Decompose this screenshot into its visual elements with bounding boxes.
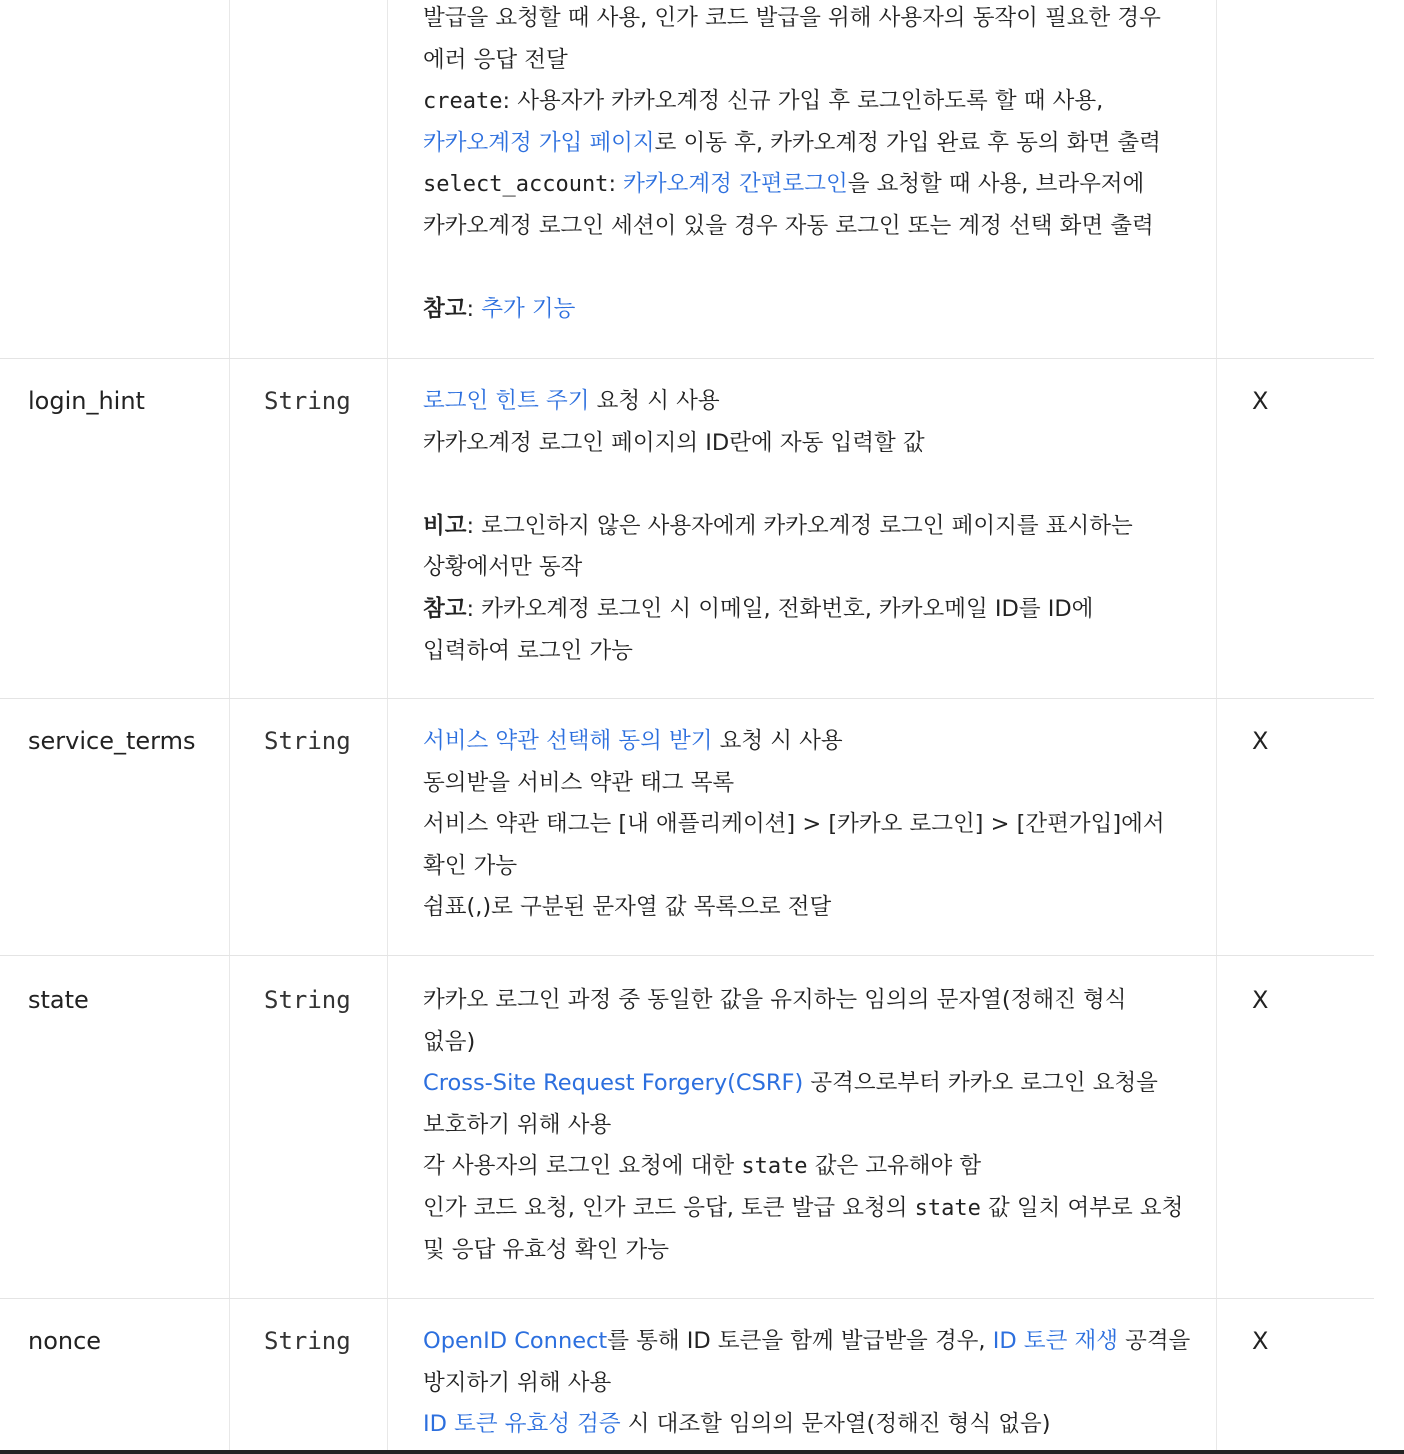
description-line	[423, 631, 1203, 673]
description-cell	[423, 1321, 1203, 1446]
description-line	[423, 547, 1203, 589]
description-line	[423, 164, 1203, 206]
text-segment: 각 사용자의 로그인 요청에 대한	[423, 1153, 742, 1180]
description-line	[423, 1063, 1203, 1105]
description-line	[423, 0, 1203, 40]
description-line	[423, 887, 1203, 929]
text-segment: 확인 가능	[423, 852, 518, 879]
description-line	[423, 1022, 1203, 1064]
description-line	[423, 1321, 1203, 1363]
table-row	[0, 0, 1374, 359]
text-segment: :	[466, 296, 482, 323]
parameter-type: String	[264, 1327, 351, 1355]
description-line	[423, 804, 1203, 846]
parameter-name: login_hint	[28, 387, 145, 415]
parameter-name: nonce	[28, 1327, 102, 1355]
note-label: 참고	[423, 595, 467, 622]
description-cell	[423, 0, 1203, 331]
parameter-name: service_terms	[28, 727, 196, 755]
text-segment: 을 요청할 때 사용, 브라우저에	[847, 171, 1145, 198]
text-segment: 발급을 요청할 때 사용, 인가 코드 발급을 위해 사용자의 동작이 필요한 경우	[423, 5, 1161, 31]
text-segment: : 로그인하지 않은 사용자에게 카카오계정 로그인 페이지를 표시하는	[466, 512, 1133, 539]
table-row	[0, 1299, 1374, 1454]
description-line	[423, 1188, 1203, 1230]
text-segment: 상황에서만 동작	[423, 554, 583, 581]
text-segment: 값은 고유해야 함	[807, 1153, 982, 1180]
description-line	[423, 206, 1203, 248]
parameter-type: String	[264, 986, 351, 1014]
description-cell	[423, 381, 1203, 672]
note-label: 비고	[423, 512, 467, 539]
text-segment: 없음)	[423, 1028, 476, 1055]
doc-link[interactable]: 추가 기능	[481, 296, 576, 323]
doc-link[interactable]: Cross-Site Request Forgery(CSRF)	[423, 1070, 804, 1097]
description-line	[423, 763, 1203, 805]
bottom-edge	[0, 1450, 1404, 1454]
text-segment: 카카오계정 로그인 세션이 있을 경우 자동 로그인 또는 계정 선택 화면 출력	[423, 212, 1154, 239]
text-segment: 카카오계정 로그인 페이지의 ID란에 자동 입력할 값	[423, 429, 925, 456]
description-line	[423, 289, 1203, 331]
doc-link[interactable]: 카카오계정 가입 페이지	[423, 129, 655, 156]
description-cell	[423, 980, 1203, 1271]
doc-link[interactable]: 서비스 약관 선택해 동의 받기	[423, 728, 713, 754]
text-segment: : 사용자가 카카오계정 신규 가입 후 로그인하도록 할 때 사용,	[502, 88, 1104, 115]
text-segment: 시 대조할 임의의 문자열(정해진 형식 없음)	[620, 1411, 1051, 1438]
description-line	[423, 1404, 1203, 1446]
description-line	[423, 589, 1203, 631]
text-segment: 요청 시 사용	[712, 728, 843, 754]
text-segment: 입력하여 로그인 가능	[423, 637, 633, 664]
text-segment: : 카카오계정 로그인 시 이메일, 전화번호, 카카오메일 ID를 ID에	[466, 595, 1094, 622]
blank-line	[423, 248, 1203, 290]
parameter-type: String	[264, 387, 351, 415]
description-line	[423, 423, 1203, 465]
description-line	[423, 1230, 1203, 1272]
text-segment: 쉼표(,)로 구분된 문자열 값 목록으로 전달	[423, 894, 832, 921]
inline-code: state	[914, 1195, 981, 1221]
required-flag: X	[1252, 1327, 1269, 1355]
doc-link[interactable]: 카카오계정 간편로그인	[623, 171, 848, 198]
note-label: 참고	[423, 296, 467, 323]
doc-link[interactable]: ID 토큰 유효성 검증	[423, 1411, 621, 1438]
required-flag: X	[1252, 986, 1269, 1014]
text-segment: 인가 코드 요청, 인가 코드 응답, 토큰 발급 요청의	[423, 1194, 915, 1221]
doc-link[interactable]: ID 토큰 재생	[992, 1328, 1118, 1354]
text-segment: :	[608, 171, 624, 198]
doc-link[interactable]: OpenID Connect	[423, 1328, 608, 1354]
inline-code: create	[423, 89, 503, 115]
required-flag: X	[1252, 387, 1269, 415]
text-segment: 보호하기 위해 사용	[423, 1111, 612, 1138]
text-segment: 공격으로부터 카카오 로그인 요청을	[803, 1070, 1158, 1097]
description-line	[423, 1363, 1203, 1405]
text-segment: 및 응답 유효성 확인 가능	[423, 1236, 669, 1263]
text-segment: 서비스 약관 태그는 [내 애플리케이션] > [카카오 로그인] > [간편가입]에서	[423, 811, 1165, 838]
description-cell	[423, 721, 1203, 929]
text-segment: 에러 응답 전달	[423, 46, 568, 73]
description-line	[423, 721, 1203, 763]
text-segment: 공격을	[1117, 1328, 1191, 1354]
description-line	[423, 40, 1203, 82]
doc-link[interactable]: 로그인 힌트 주기	[423, 388, 590, 414]
text-segment: 요청 시 사용	[589, 388, 720, 414]
description-line	[423, 980, 1203, 1022]
text-segment: 값 일치 여부로 요청	[980, 1194, 1184, 1221]
table-row	[0, 359, 1374, 699]
description-line	[423, 381, 1203, 423]
text-segment: 카카오 로그인 과정 중 동일한 값을 유지하는 임의의 문자열(정해진 형식	[423, 987, 1127, 1013]
parameter-type: String	[264, 727, 351, 755]
description-line	[423, 81, 1203, 123]
table-row	[0, 956, 1374, 1299]
description-line	[423, 1146, 1203, 1188]
table-row	[0, 699, 1374, 956]
description-line	[423, 1105, 1203, 1147]
required-flag: X	[1252, 727, 1269, 755]
text-segment: 로 이동 후, 카카오계정 가입 완료 후 동의 화면 출력	[654, 129, 1161, 156]
description-line	[423, 123, 1203, 165]
text-segment: 동의받을 서비스 약관 태그 목록	[423, 769, 735, 796]
description-line	[423, 846, 1203, 888]
inline-code: select_account	[423, 172, 609, 198]
description-line	[423, 506, 1203, 548]
text-segment: 를 통해 ID 토큰을 함께 발급받을 경우,	[607, 1328, 993, 1354]
text-segment: 방지하기 위해 사용	[423, 1369, 612, 1396]
parameter-name: state	[28, 986, 89, 1014]
inline-code: state	[741, 1154, 808, 1180]
blank-line	[423, 464, 1203, 506]
